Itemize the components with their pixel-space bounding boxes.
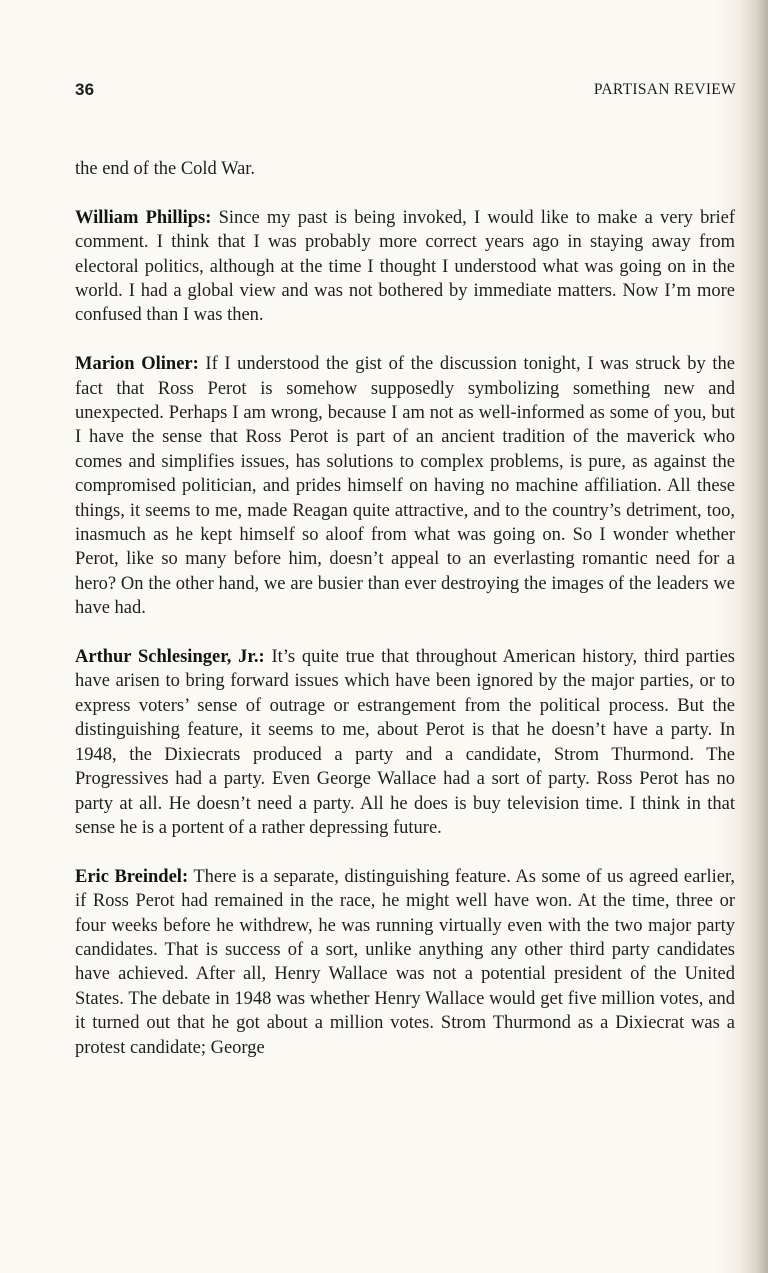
speaker-name: Arthur Schlesinger, Jr.: [75,647,265,668]
paragraph [75,206,735,328]
page-header [75,80,736,104]
speaker-name: Marion Oliner: [75,354,199,375]
speaker-name: William Phillips: [75,207,212,228]
paragraph-text: the end of the Cold War. [75,159,256,179]
page-number: 36 [75,80,95,99]
paragraph [75,865,735,1060]
running-head: PARTISAN REVIEW [593,81,736,98]
paragraph-text: Since my past is being invoked, I would like to make a very brief comment. I think that I was probably more correct years ago in staying away from electoral politics, although at the time I thought I understood what was going on in the world. I had a global view and was not bothered by immediate matters. Now I’m more confused than I was then. [75,207,735,326]
paragraph-text: It’s quite true that throughout American history, third parties have arisen to bring forward issues which have been ignored by the major parties, or to express voters’ sense of outrage or estrangement from the political process. But the distinguishing feature, it seems to me, about Perot is that he doesn’t have a party. In 1948, the Dixiecrats produced a party and a candidate, Strom Thurmond. The Progressives had a party. Even George Wallace had a sort of party. Ross Perot has no party at all. He doesn’t need a party. All he does is buy television time. I think in that sense he is a portent of a rather depressing future. [75,647,735,838]
speaker-name: Eric Breindel: [75,866,189,887]
paragraph-text: There is a separate, distinguishing feature. As some of us agreed earlier, if Ross Perot had remained in the race, he might well have won. At the time, three or four weeks before he withdrew, he was running virtually even with the two major party candidates. That is success of a sort, unlike anything any other third party candidates have achieved. After all, Henry Wallace was not a potential president of the United States. The debate in 1948 was whether Henry Wallace would get five million votes, and it turned out that he got about a million votes. Strom Thurmond as a Dixiecrat was a protest candidate; George [75,866,735,1058]
paragraph-text: If I understood the gist of the discussion tonight, I was struck by the fact that Ross Perot is somehow supposedly symbolizing something new and unexpected. Perhaps I am wrong, because I am not as well-informed as some of you, but I have the sense that Ross Perot is part of an ancient tradition of the maverick who comes and simplifies issues, has solutions to complex problems, is pure, as against the compromised politician, and prides himself on having no machine affiliation. All these things, it seems to me, made Reagan quite attractive, and to the country’s detriment, too, inasmuch as he kept himself so aloof from what was going on. So I wonder whether Perot, like so many before him, doesn’t appeal to an everlasting romantic need for a hero? On the other hand, we are busier than ever destroying the images of the leaders we have had. [75,354,735,619]
paragraph [75,645,735,840]
paragraph [75,157,735,181]
paragraph [75,352,735,620]
body-text [75,157,735,1084]
